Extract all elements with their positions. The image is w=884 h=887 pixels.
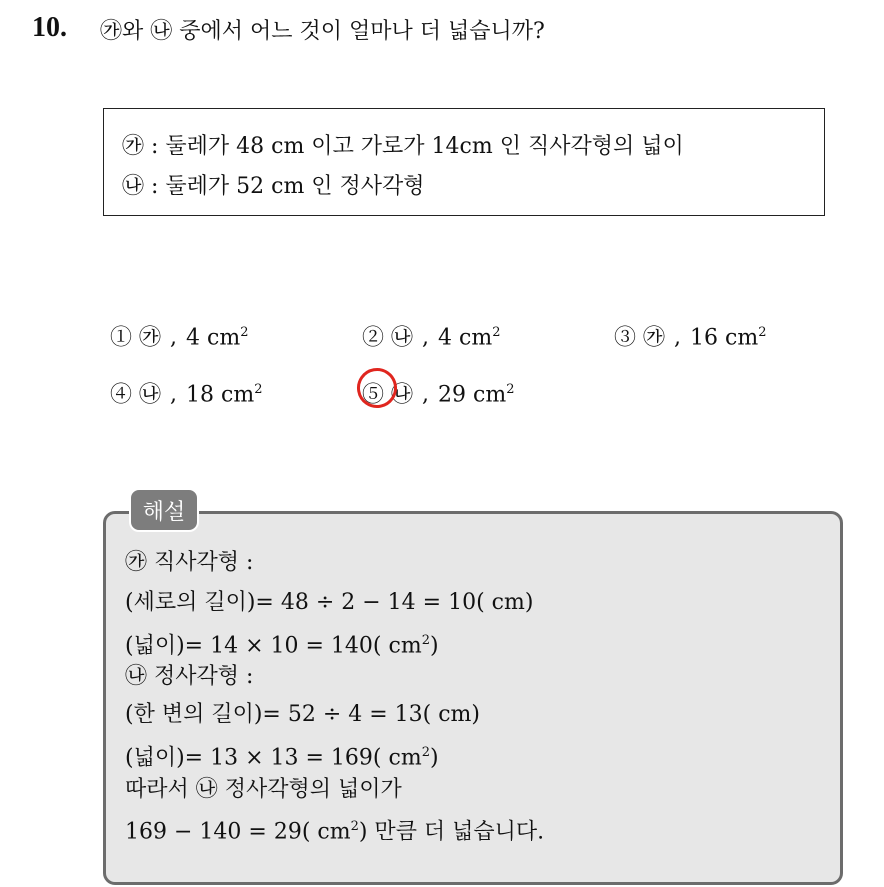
choice-number: ⑤ xyxy=(362,382,385,408)
solution-line xyxy=(125,700,480,730)
solution-text: ) xyxy=(429,633,439,659)
choice-exponent: 2 xyxy=(506,382,515,397)
solution-line xyxy=(125,662,253,692)
choice-shape: ㉯ xyxy=(139,382,162,408)
choice-1[interactable] xyxy=(110,318,249,351)
solution-text: 따라서 ㉯ 정사각형의 넓이가 xyxy=(125,777,402,802)
solution-tag: 해설 xyxy=(129,488,199,532)
solution-text: (한 변의 길이)= 52 ÷ 4 = 13( cm) xyxy=(125,702,481,727)
choice-number: ① xyxy=(110,325,133,351)
choice-exponent: 2 xyxy=(240,325,249,340)
solution-line xyxy=(125,626,439,659)
question-text: ㉮와 ㉯ 중에서 어느 것이 얼마나 더 넓습니까? xyxy=(100,19,545,44)
solution-text: ) xyxy=(429,745,439,771)
question-number: 10. xyxy=(32,12,67,43)
choice-number: ③ xyxy=(614,325,637,351)
choice-shape: ㉮ xyxy=(643,325,666,351)
solution-text: (넓이)= 14 × 10 = 140( cm xyxy=(125,633,422,659)
solution-line xyxy=(125,548,253,578)
solution-text: 169 − 140 = 29( cm xyxy=(125,819,351,845)
choice-shape: ㉯ xyxy=(391,382,414,408)
choice-exponent: 2 xyxy=(254,382,263,397)
choice-3[interactable] xyxy=(614,318,767,351)
solution-line xyxy=(125,812,545,845)
condition-box xyxy=(103,108,825,216)
choice-separator: , xyxy=(674,325,682,351)
choice-shape: ㉯ xyxy=(391,325,414,351)
choice-number: ④ xyxy=(110,382,133,408)
choice-value: 18 cm xyxy=(186,382,255,408)
solution-text: (넓이)= 13 × 13 = 169( cm xyxy=(125,745,422,771)
solution-line xyxy=(125,775,402,805)
solution-exponent: 2 xyxy=(421,745,430,760)
choice-shape: ㉮ xyxy=(139,325,162,351)
solution-exponent: 2 xyxy=(350,819,359,834)
solution-line xyxy=(125,738,439,771)
choice-exponent: 2 xyxy=(758,325,767,340)
choice-value: 4 cm xyxy=(438,325,493,351)
condition-na: ㉯ : 둘레가 52 cm 인 정사각형 xyxy=(122,174,425,199)
solution-line xyxy=(125,588,533,618)
choice-number: ② xyxy=(362,325,385,351)
solution-text: ㉮ 직사각형 : xyxy=(125,550,254,575)
condition-ga: ㉮ : 둘레가 48 cm 이고 가로가 14cm 인 직사각형의 넓이 xyxy=(122,134,684,159)
solution-text: ㉯ 정사각형 : xyxy=(125,664,254,689)
choice-value: 4 cm xyxy=(186,325,241,351)
choice-exponent: 2 xyxy=(492,325,501,340)
solution-text: (세로의 길이)= 48 ÷ 2 − 14 = 10( cm) xyxy=(125,590,534,615)
solution-exponent: 2 xyxy=(421,633,430,648)
choice-value: 16 cm xyxy=(690,325,759,351)
choice-separator: , xyxy=(170,325,178,351)
choice-value: 29 cm xyxy=(438,382,507,408)
choice-separator: , xyxy=(422,325,430,351)
choice-4[interactable] xyxy=(110,375,263,408)
solution-text: ) 만큼 더 넓습니다. xyxy=(358,819,545,845)
choice-separator: , xyxy=(422,382,430,408)
choice-separator: , xyxy=(170,382,178,408)
choice-2[interactable] xyxy=(362,318,501,351)
